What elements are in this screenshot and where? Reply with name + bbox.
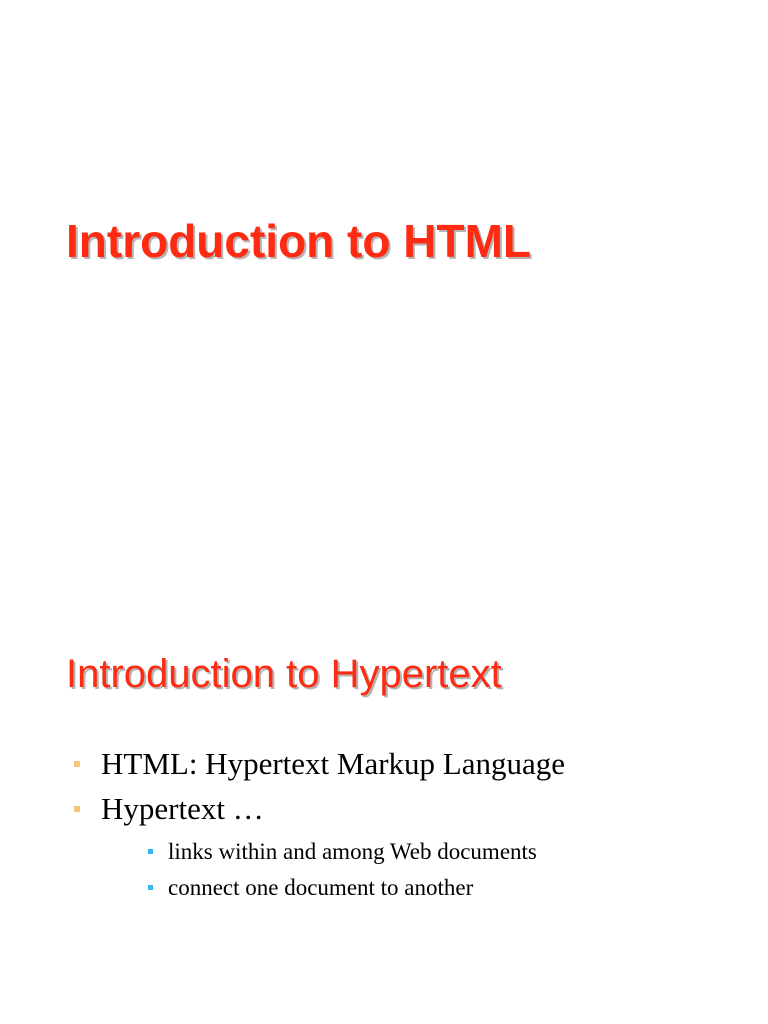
square-bullet-icon: [148, 885, 153, 890]
sub-bullet-item: [168, 838, 537, 866]
sub-bullet-text: connect one document to another: [168, 875, 474, 900]
section-title: Introduction to Hypertext: [66, 652, 502, 696]
bullet-text: HTML: Hypertext Markup Language: [101, 746, 566, 781]
square-bullet-icon: [148, 849, 153, 854]
bullet-item: [101, 791, 264, 827]
sub-bullet-text: links within and among Web documents: [168, 839, 537, 864]
sub-bullet-item: [168, 874, 473, 902]
bullet-text: Hypertext …: [101, 791, 264, 826]
square-bullet-icon: [74, 761, 80, 767]
bullet-item: [101, 746, 565, 782]
square-bullet-icon: [74, 806, 80, 812]
slide-title: Introduction to HTML: [66, 215, 531, 267]
